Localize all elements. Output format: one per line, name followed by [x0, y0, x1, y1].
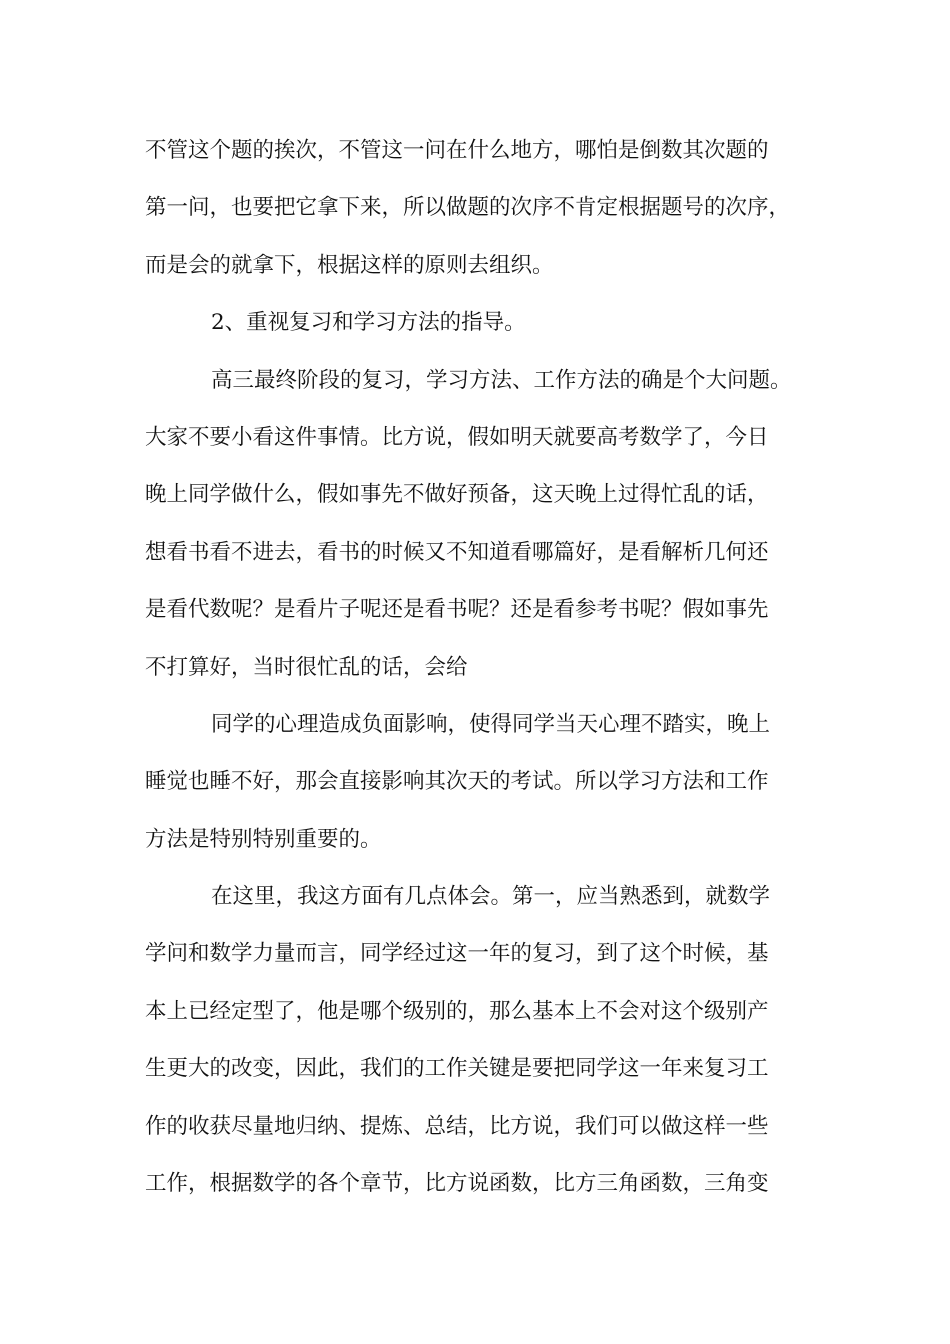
section-heading: 2、重视复习和学习方法的指导。	[211, 310, 526, 336]
paragraph-start: 高三最终阶段的复习，学习方法、工作方法的确是个大问题。	[211, 367, 792, 393]
text-line: 生更大的改变，因此，我们的工作关键是要把同学这一年来复习工	[145, 1056, 769, 1082]
text-line: 是看代数呢？是看片子呢还是看书呢？还是看参考书呢？假如事先	[145, 597, 769, 623]
text-line: 作的收获尽量地归纳、提炼、总结，比方说，我们可以做这样一些	[145, 1113, 769, 1139]
text-line: 想看书看不进去，看书的时候又不知道看哪篇好，是看解析几何还	[145, 539, 769, 565]
text-line: 晚上同学做什么，假如事先不做好预备，这天晚上过得忙乱的话，	[145, 482, 769, 508]
text-line: 睡觉也睡不好，那会直接影响其次天的考试。所以学习方法和工作	[145, 769, 769, 795]
text-line: 大家不要小看这件事情。比方说，假如明天就要高考数学了，今日	[145, 424, 769, 450]
text-line: 而是会的就拿下，根据这样的原则去组织。	[145, 252, 554, 278]
paragraph-start: 在这里，我这方面有几点体会。第一，应当熟悉到，就数学	[211, 884, 771, 910]
paragraph-start: 同学的心理造成负面影响，使得同学当天心理不踏实，晚上	[211, 711, 771, 737]
text-line: 不打算好，当时很忙乱的话，会给	[145, 654, 468, 680]
text-line: 方法是特别特别重要的。	[145, 826, 382, 852]
text-line: 本上已经定型了，他是哪个级别的，那么基本上不会对这个级别产	[145, 998, 769, 1024]
text-line: 学问和数学力量而言，同学经过这一年的复习，到了这个时候，基	[145, 941, 769, 967]
text-line: 第一问，也要把它拿下来，所以做题的次序不肯定根据题号的次序，	[145, 195, 791, 221]
text-line: 不管这个题的挨次，不管这一问在什么地方，哪怕是倒数其次题的	[145, 138, 769, 163]
body-text	[145, 128, 825, 1218]
text-line: 工作，根据数学的各个章节，比方说函数，比方三角函数，三角变	[145, 1171, 769, 1197]
